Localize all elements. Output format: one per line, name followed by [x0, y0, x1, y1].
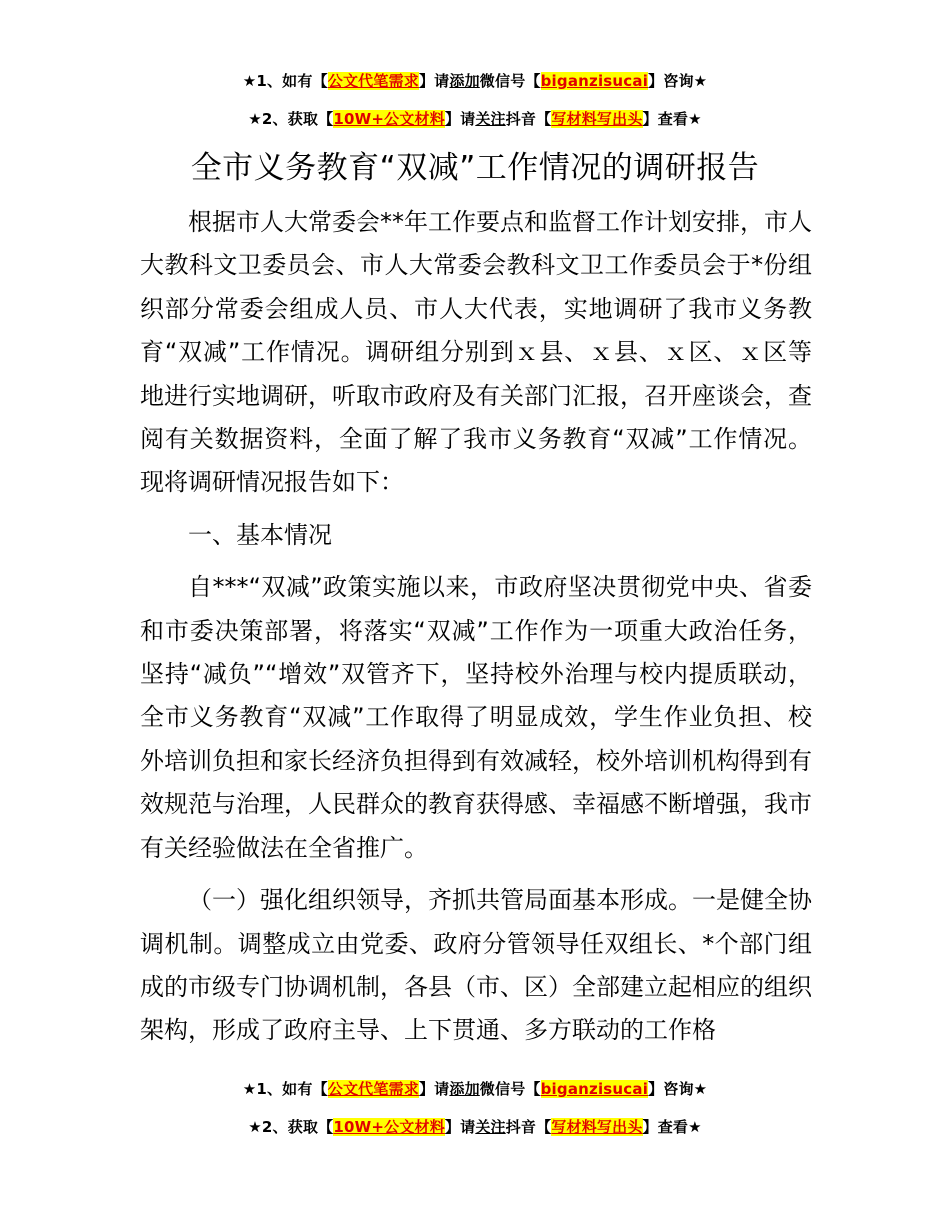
- paragraph-subsection-1: （一）强化组织领导，齐抓共管局面基本形成。一是健全协调机制。调整成立由党委、政府分管领导任双组长、*个部门组成的市级专门协调机制，各县（市、区）全部建立起相应的组织架构，形成了政府主导、上下贯通、多方联动的工作格: [140, 886, 812, 1045]
- promo-wechat-id: biganzisucai: [540, 72, 649, 90]
- paragraph-basic-situation: 自***“双减”政策实施以来，市政府坚决贯彻党中央、省委和市委决策部署，将落实“双减”工作作为一项重大政治任务，坚持“减负”“增效”双管齐下，坚持校外治理与校内提质联动，全市义务教育“双减”工作取得了明显成效，学生作业负担、校外培训负担和家长经济负担得到有效减轻，校外培训机构得到有效规范与治理，人民群众的教育获得感、幸福感不断增强，我市有关经验做法在全省推广。: [140, 573, 812, 862]
- promo-text: 】查看★: [642, 1118, 702, 1136]
- promo-line-2-top: [0, 108, 950, 129]
- promo-text: 】咨询★: [648, 72, 708, 90]
- promo-text: 抖音【: [505, 110, 552, 128]
- promo-text: 】请: [444, 110, 476, 128]
- promo-emphasis: 关注: [475, 110, 506, 128]
- paragraph-intro: 根据市人大常委会**年工作要点和监督工作计划安排，市人大教科文卫委员会、市人大常委会教科文卫工作委员会于*份组织部分常委会组成人员、市人大代表，实地调研了我市义务教育“双减”工作情况。调研组分别到ｘ县、ｘ县、ｘ区、ｘ区等地进行实地调研，听取市政府及有关部门汇报，召开座谈会，查阅有关数据资料，全面了解了我市义务教育“双减”工作情况。现将调研情况报告如下：: [140, 208, 812, 497]
- promo-emphasis: 关注: [475, 1118, 506, 1136]
- promo-text: 】请: [418, 1080, 450, 1098]
- promo-text: 】请: [444, 1118, 476, 1136]
- promo-douyin-id: 写材料写出头: [551, 110, 643, 128]
- promo-highlight: 10W+公文材料: [333, 110, 445, 128]
- promo-text: 抖音【: [505, 1118, 552, 1136]
- promo-text: 】咨询★: [648, 1080, 708, 1098]
- promo-line-2-bottom: [0, 1116, 950, 1137]
- promo-text: 】查看★: [642, 110, 702, 128]
- promo-emphasis: 添加: [449, 72, 480, 90]
- document-body: [140, 201, 812, 1053]
- promo-text: ★1、如有【: [242, 1080, 328, 1098]
- section-heading: 一、基本情况: [188, 520, 332, 549]
- promo-wechat-id: biganzisucai: [540, 1080, 649, 1098]
- promo-text: 微信号【: [479, 72, 541, 90]
- promo-text: ★1、如有【: [242, 72, 328, 90]
- promo-text: ★2、获取【: [248, 1118, 334, 1136]
- promo-highlight: 公文代笔需求: [327, 1080, 419, 1098]
- promo-text: 】请: [418, 72, 450, 90]
- promo-line-1-top: [0, 70, 950, 91]
- promo-douyin-id: 写材料写出头: [551, 1118, 643, 1136]
- promo-text: ★2、获取【: [248, 110, 334, 128]
- promo-text: 微信号【: [479, 1080, 541, 1098]
- promo-highlight: 公文代笔需求: [327, 72, 419, 90]
- document-title: 全市义务教育“双减”工作情况的调研报告: [190, 150, 760, 186]
- promo-line-1-bottom: [0, 1078, 950, 1099]
- promo-highlight: 10W+公文材料: [333, 1118, 445, 1136]
- promo-emphasis: 添加: [449, 1080, 480, 1098]
